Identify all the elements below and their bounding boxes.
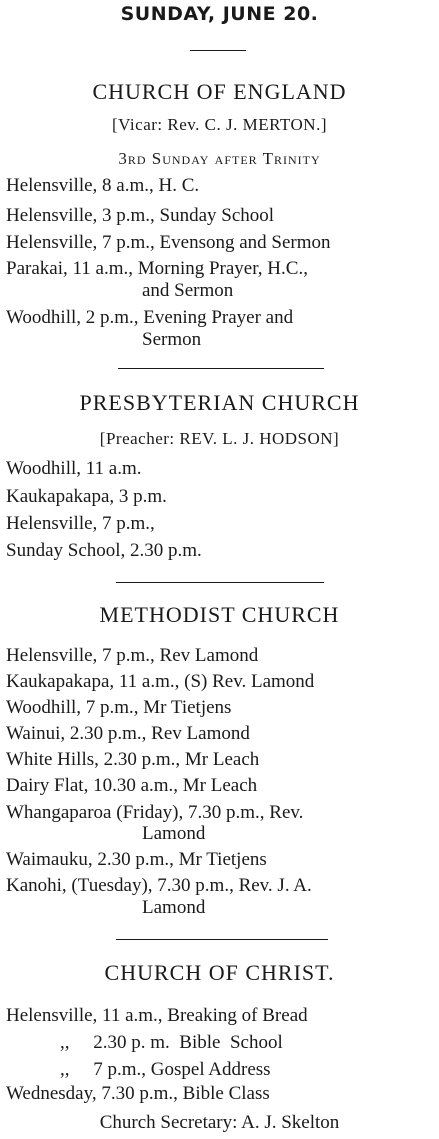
service-line: Waimauku, 2.30 p.m., Mr Tietjens — [6, 849, 267, 870]
service-line: Dairy Flat, 10.30 a.m., Mr Leach — [6, 775, 258, 796]
service-line: ,, 2.30 p. m. Bible School — [60, 1032, 283, 1053]
service-line: Helensville, 8 a.m., H. C. — [6, 175, 200, 196]
service-line: Woodhill, 7 p.m., Mr Tietjens — [6, 697, 232, 718]
service-line: Kaukapakapa, 3 p.m. — [6, 486, 167, 507]
service-line: Helensville, 7 p.m., — [6, 513, 155, 534]
divider-rule — [116, 582, 324, 583]
church-of-england-minister: [Vicar: Rev. C. J. MERTON.] — [112, 115, 327, 134]
methodist-church-title: METHODIST CHURCH — [99, 602, 340, 627]
service-line-continuation: Sermon — [142, 329, 202, 350]
church-secretary-line: Church Secretary: A. J. Skelton — [99, 1112, 340, 1133]
date-heading: SUNDAY, JUNE 20. — [120, 3, 319, 25]
divider-rule — [190, 50, 246, 51]
service-line: Wainui, 2.30 p.m., Rev Lamond — [6, 723, 250, 744]
service-line: Kanohi, (Tuesday), 7.30 p.m., Rev. J. A. — [6, 875, 312, 896]
church-of-england-subtitle: 3rd Sunday after Trinity — [118, 149, 321, 168]
divider-rule — [118, 368, 324, 369]
service-line: Kaukapakapa, 11 a.m., (S) Rev. Lamond — [6, 671, 315, 692]
divider-rule — [116, 939, 328, 940]
service-line-continuation: and Sermon — [142, 280, 234, 301]
service-line: Helensville, 7 p.m., Evensong and Sermon — [6, 232, 331, 253]
church-of-christ-title: CHURCH OF CHRIST. — [104, 960, 335, 985]
service-line: Woodhill, 2 p.m., Evening Prayer and — [6, 307, 294, 328]
service-line: Wednesday, 7.30 p.m., Bible Class — [6, 1083, 270, 1104]
presbyterian-church-minister: [Preacher: REV. L. J. HODSON] — [99, 429, 340, 448]
service-line: White Hills, 2.30 p.m., Mr Leach — [6, 749, 260, 770]
service-line: ,, 7 p.m., Gospel Address — [60, 1059, 271, 1080]
service-line-continuation: Lamond — [142, 823, 206, 844]
service-line: Parakai, 11 a.m., Morning Prayer, H.C., — [6, 258, 308, 279]
service-line-continuation: Lamond — [142, 897, 206, 918]
presbyterian-church-title: PRESBYTERIAN CHURCH — [79, 390, 360, 415]
service-line: Helensville, 3 p.m., Sunday School — [6, 205, 275, 226]
service-line: Sunday School, 2.30 p.m. — [6, 540, 202, 561]
service-line: Whangaparoa (Friday), 7.30 p.m., Rev. — [6, 802, 304, 823]
service-line: Helensville, 11 a.m., Breaking of Bread — [6, 1005, 308, 1026]
service-line: Woodhill, 11 a.m. — [6, 458, 142, 479]
service-line: Helensville, 7 p.m., Rev Lamond — [6, 645, 259, 666]
church-of-england-title: CHURCH OF ENGLAND — [92, 79, 347, 104]
